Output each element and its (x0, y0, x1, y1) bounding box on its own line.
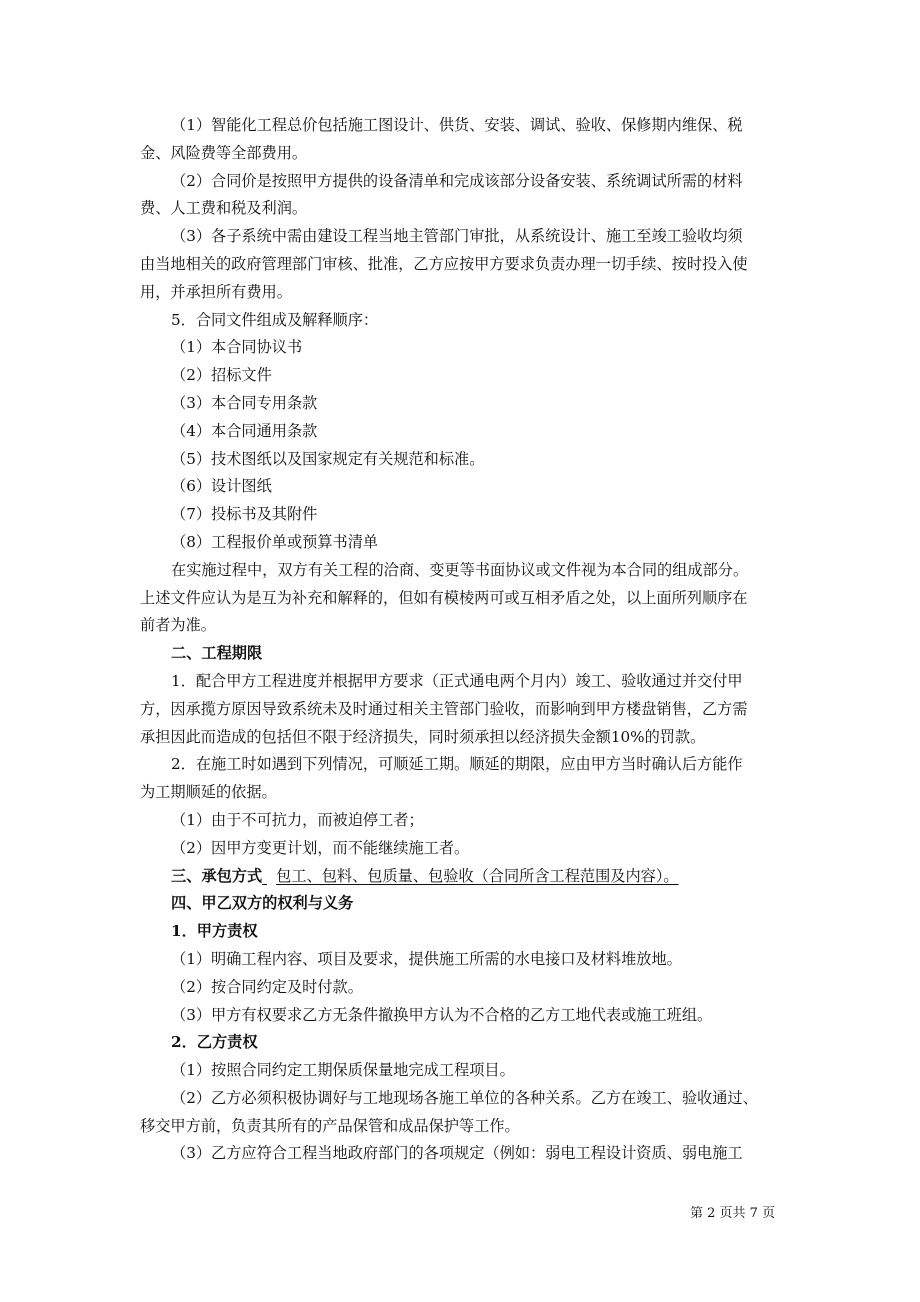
list-item: （3）乙方应符合工程当地政府部门的各项规定（例如：弱电工程设计资质、弱电施工 (171, 1144, 743, 1163)
list-item: （3）本合同专用条款 (171, 393, 318, 412)
paragraph-line: 1．配合甲方工程进度并根据甲方要求（正式通电两个月内）竣工、验收通过并交付甲 (171, 671, 743, 690)
list-item: （5）技术图纸以及国家规定有关规范和标准。 (171, 449, 485, 468)
paragraph-line: 方，因承揽方原因导致系统未及时通过相关主管部门验收，而影响到甲方楼盘销售，乙方需 (140, 699, 748, 718)
list-item: （3）甲方有权要求乙方无条件撤换甲方认为不合格的乙方工地代表或施工班组。 (171, 1005, 713, 1024)
list-item: （1）按照合同约定工期保质保量地完成工程项目。 (171, 1061, 515, 1080)
list-item: （1）本合同协议书 (171, 338, 303, 357)
page-number: 第 2 页共 7 页 (690, 1206, 776, 1221)
list-item: （2）因甲方变更计划，而不能继续施工者。 (171, 838, 470, 857)
list-item: （6）设计图纸 (171, 477, 272, 496)
paragraph-line: （3）各子系统中需由建设工程当地主管部门审批，从系统设计、施工至竣工验收均须 (171, 227, 743, 246)
subsection-heading: 1．甲方责权 (171, 922, 258, 941)
paragraph-line: （1）智能化工程总价包括施工图设计、供货、安装、调试、验收、保修期内维保、税 (171, 116, 743, 134)
section-heading: 三、承包方式 (171, 866, 263, 885)
list-heading: 5．合同文件组成及解释顺序： (171, 310, 379, 329)
paragraph-line: 上述文件应认为是互为补充和解释的，但如有模棱两可或互相矛盾之处，以上面所列顺序在 (140, 588, 748, 607)
paragraph-line: 由当地相关的政府管理部门审核、批准，乙方应按甲方要求负责办理一切手续、按时投入使 (140, 254, 748, 273)
section-heading: 二、工程期限 (171, 644, 263, 663)
list-item: （1）明确工程内容、项目及要求，提供施工所需的水电接口及材料堆放地。 (171, 949, 682, 968)
section-heading: 四、甲乙双方的权利与义务 (171, 894, 354, 913)
list-item: （8）工程报价单或预算书清单 (171, 532, 379, 551)
list-item: （7）投标书及其附件 (171, 505, 318, 524)
list-item: （4）本合同通用条款 (171, 421, 318, 440)
paragraph-line: 承担因此而造成的包括但不限于经济损失，同时须承担以经济损失金额10%的罚款。 (140, 727, 706, 746)
list-item: （2）按合同约定及时付款。 (171, 977, 363, 996)
paragraph-line: 在实施过程中，双方有关工程的洽商、变更等书面协议或文件视为本合同的组成部分。 (171, 560, 749, 579)
section-heading-row (140, 863, 780, 891)
paragraph-line: 金、风险费等全部费用。 (140, 143, 308, 162)
underline-gap (262, 863, 276, 891)
paragraph-line: 为工期顺延的依据。 (140, 783, 277, 802)
paragraph-line: 费、人工费和税及利润。 (140, 199, 308, 218)
paragraph-line: 2．在施工时如遇到下列情况，可顺延工期。顺延的期限，应由甲方当时确认后方能作 (171, 755, 743, 774)
paragraph-line: （2）合同价是按照甲方提供的设备清单和完成该部分设备安装、系统调试所需的材料 (171, 171, 743, 190)
document-body (140, 112, 780, 1168)
paragraph-line: 用，并承担所有费用。 (140, 282, 292, 301)
contract-mode-value: 包工、包料、包质量、包验收（合同所含工程范围及内容）。 (276, 866, 679, 885)
list-item: （2）乙方必须积极协调好与工地现场各施工单位的各种关系。乙方在竣工、验收通过、 (171, 1088, 758, 1107)
paragraph-line: 移交甲方前，负责其所有的产品保管和成品保护等工作。 (140, 1116, 520, 1135)
subsection-heading: 2．乙方责权 (171, 1033, 258, 1052)
paragraph-line: 前者为准。 (140, 616, 216, 635)
list-item: （2）招标文件 (171, 366, 272, 385)
list-item: （1）由于不可抗力，而被迫停工者； (171, 810, 424, 829)
